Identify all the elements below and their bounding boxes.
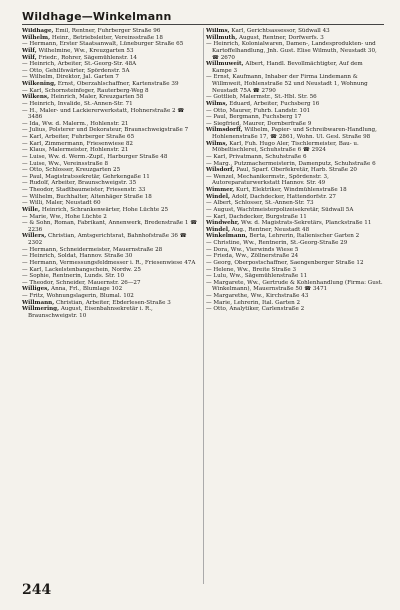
directory-entry xyxy=(206,214,384,221)
directory-entry xyxy=(22,273,200,280)
entry-details: — Klaus, Malermeister, Hohlenstr. 21 xyxy=(22,147,129,154)
directory-entry xyxy=(22,94,200,101)
entry-details: — Theodor, Schneider, Mauernstr. 26—27 xyxy=(22,279,141,286)
directory-entry xyxy=(206,121,384,128)
entry-surname: Wildhage, xyxy=(22,28,54,34)
directory-entry xyxy=(22,180,200,187)
entry-details: — Heinrich, Invalide, St.-Annen-Str. 71 xyxy=(22,100,133,107)
directory-entry xyxy=(22,194,200,201)
directory-entry xyxy=(22,41,200,48)
directory-entry xyxy=(206,187,384,194)
entry-details: — Ida, Ww. d. Malerm., Hohlenstr. 21 xyxy=(22,120,129,127)
directory-entry xyxy=(22,68,200,75)
entry-surname: Wilms, xyxy=(206,100,228,107)
entry-details: — Wilhelm, Buchhalter, Altenhäger Straße 18 xyxy=(22,193,152,200)
entry-surname: Wilf, xyxy=(22,54,37,61)
entry-details: Ernst, Oberzahlschaffner, Kartenstraße 39 xyxy=(57,81,179,87)
directory-entry xyxy=(206,94,384,101)
entry-surname: Willmann, xyxy=(22,299,55,306)
page-header xyxy=(22,10,384,25)
directory-entry xyxy=(206,194,384,201)
entry-details: — Rudolf, Arbeiter, Braunschweigstr. 35 xyxy=(22,180,137,187)
entry-surname: Wilkening, xyxy=(22,81,56,87)
directory-entry xyxy=(22,74,200,81)
entry-details: — Willi, Maler, Neustadt 60 xyxy=(22,200,101,207)
entry-details: Heinr., Betriebsleiter, Vereinsstraße 18 xyxy=(51,34,163,41)
directory-entry xyxy=(206,247,384,254)
directory-entry xyxy=(206,300,384,307)
entry-details: Karl, Fuh. Hugo Aler, Tischlermeister, Bau- u. Möbeltischlerei, Schuhstraße 6 ☎ 2924 xyxy=(212,140,359,154)
entry-details: — Christine, Ww., Rentnerin, St.-Georg-Straße 29 xyxy=(206,240,348,246)
directory-entry xyxy=(22,174,200,181)
entry-details: — Margarete, Ww., Gertrude & Kohlenhandlung (Firma: Gust. Winkelmann), Mauernstraße 50 ☎ 3471 xyxy=(206,279,383,293)
entry-details: Friedr., Rohrer, Sägemühlenstr. 14 xyxy=(38,54,137,61)
directory-entry xyxy=(206,61,384,74)
entry-surname: Wilkens, xyxy=(22,94,50,101)
entry-details: — Heinrich, Kolonialwaren, Damen-, Landesprodukten- und Kartoffelhandlung, Jnh. Gust. Elise Wilmuth, Neustadt 30, ☎ 2670 xyxy=(206,41,377,61)
entry-details: Christian, Amtsgerichtsrat, Bahnhofstraße 36 ☎ 2302 xyxy=(28,233,187,246)
entry-details: — Margarethe, Ww., Kirchstraße 43 xyxy=(206,293,309,299)
directory-page xyxy=(22,10,384,602)
directory-entry xyxy=(22,127,200,134)
directory-entry xyxy=(206,108,384,115)
directory-entry xyxy=(22,300,200,307)
entry-details: — Luise, Ww. d. Werm.-Zupf., Harburger Straße 48 xyxy=(22,153,168,160)
entry-surname: Wilmsdorff, xyxy=(206,127,243,134)
entry-columns xyxy=(22,28,384,588)
entry-details: — Heinrich, Arbeiter, St.-Georg-Str. 48A xyxy=(22,61,137,68)
entry-surname: Wilsdorf, xyxy=(206,167,235,174)
left-column xyxy=(22,28,200,588)
directory-entry xyxy=(22,293,200,300)
entry-details: — Karl, Arbeiter, Fuhrberger Straße 65 xyxy=(22,134,135,140)
entry-details: Eduard, Arbeiter, Fuchsberg 16 xyxy=(229,100,320,107)
entry-details: — Heinrich, Soldat, Hannov. Straße 30 xyxy=(22,253,133,260)
entry-details: — Karl, Privatmann, Schuhstraße 6 xyxy=(206,153,307,160)
entry-details: — Otto, Maurer, Fuhrb. Landstr. 101 xyxy=(206,107,311,114)
entry-details: — Karl, Zimmermann, Friesenwiese 82 xyxy=(22,140,133,147)
entry-details: Wilhelmine, Ww., Kreuzgarten 53 xyxy=(38,47,134,54)
directory-entry xyxy=(22,121,200,128)
entry-details: Emil, Rentner, Fuhrberger Straße 96 xyxy=(55,28,161,34)
entry-details: Heinrich, Schrankenwärter, Hohe Lüchte 25 xyxy=(41,206,169,213)
page-number: 244 xyxy=(22,582,52,598)
directory-entry xyxy=(206,227,384,234)
directory-entry xyxy=(206,161,384,168)
directory-entry xyxy=(206,220,384,227)
entry-details: Aug., Rentner, Neustadt 48 xyxy=(231,226,310,233)
entry-surname: Willms, xyxy=(206,28,230,34)
directory-entry xyxy=(22,147,200,154)
directory-entry xyxy=(206,174,384,187)
directory-entry xyxy=(22,267,200,274)
directory-entry xyxy=(206,306,384,313)
entry-details: — Otto, Schlosser, Kreuzgarten 25 xyxy=(22,167,121,174)
entry-details: Heinrich, Maler, Kreuzgarten 58 xyxy=(50,94,144,101)
directory-entry xyxy=(22,207,200,214)
directory-entry xyxy=(22,108,200,121)
entry-details: — Otto, Gehilfswärter, Spördenstr. 5A xyxy=(22,67,130,74)
entry-surname: Williges, xyxy=(22,286,50,293)
entry-details: — Karl, Dachdecker, Burgstraße 11 xyxy=(206,213,307,220)
directory-entry xyxy=(22,81,200,88)
entry-surname: Wilms, xyxy=(206,140,228,147)
directory-entry xyxy=(206,207,384,214)
entry-details: — Siegfried, Maurer, Dornberfraße 9 xyxy=(206,120,312,127)
entry-details: — August, Wachtmeisterpolizeisekretär, Südwall 5A xyxy=(206,206,354,213)
entry-details: Adolf, Dachdecker, Hattendorfstr. 27 xyxy=(231,193,336,200)
directory-entry xyxy=(206,167,384,174)
entry-details: August, Eisenbahnsekretär i. R., Braunschweigstr. 10 xyxy=(28,306,153,319)
directory-entry xyxy=(22,101,200,108)
directory-entry xyxy=(22,187,200,194)
entry-details: Karl, Gerichtsassessor, Südwall 43 xyxy=(231,28,330,34)
entry-details: — Helene, Ww., Breite Straße 3 xyxy=(206,266,297,273)
entry-details: — Gottlieb, Malermstr., St.-Hbl. Str. 56 xyxy=(206,94,317,101)
directory-entry xyxy=(22,134,200,141)
entry-surname: Windel, xyxy=(206,193,230,200)
right-column xyxy=(206,28,384,588)
entry-details: — Julius, Polsterer und Dekorateur, Braunschweigstraße 7 xyxy=(22,127,189,134)
directory-entry xyxy=(22,35,200,42)
entry-details: — Hermann, Vermessungsfeldmesser i. R., Friesenwiese 47A xyxy=(22,259,196,266)
entry-surname: Windwehr, xyxy=(206,220,240,227)
entry-details: Anna, Frl., Blumlage 102 xyxy=(51,286,123,293)
entry-details: — Paul, Bergmann, Fuchsberg 17 xyxy=(206,114,302,121)
page-header-title: Wildhage—Winkelmann xyxy=(22,10,172,23)
entry-surname: Wilf, xyxy=(22,47,37,54)
entry-details: Albert, Handl. Bevollmächtigter, Auf dem Kampe 3 xyxy=(212,61,363,74)
directory-entry xyxy=(22,88,200,95)
entry-details: Paul, Sparf. Oberfekretär, Harb. Straße 20 xyxy=(236,167,357,174)
entry-details: — Marg., Putzmachermeisterin, Damenputz, Schuhstraße 6 xyxy=(206,160,376,167)
directory-entry xyxy=(22,280,200,287)
entry-surname: Wilhelm, xyxy=(22,34,51,41)
directory-entry xyxy=(22,247,200,254)
entry-surname: Windel, xyxy=(206,226,230,233)
directory-entry xyxy=(22,161,200,168)
directory-entry xyxy=(22,61,200,68)
directory-entry xyxy=(206,280,384,293)
entry-surname: Wimmer, xyxy=(206,187,235,193)
entry-details: — Frieda, Ww., Zöllnerstraße 24 xyxy=(206,253,299,260)
entry-details: — Georg, Oberpostschaffner, Saengenberger Straße 12 xyxy=(206,259,364,266)
directory-entry xyxy=(206,233,384,240)
entry-details: — Hermann, Erster Staatsanwalt, Lüneburger Straße 65 xyxy=(22,41,184,48)
directory-entry xyxy=(22,55,200,62)
entry-details: — Marie, Lehrerin, Ital. Garten 2 xyxy=(206,299,301,306)
directory-entry xyxy=(22,253,200,260)
entry-details: — Karl, Lackelstenbangschein, Nordw. 25 xyxy=(22,266,141,273)
entry-details: Berta, Lehrerin, Italienischer Garten 2 xyxy=(249,233,360,240)
entry-details: Wilhelm, Papier- und Schreibwaren-Handlung, Hohlenenstraße 17, ☎ 2861, Wohn. Ul. Gesl. Straße 98 xyxy=(212,127,377,140)
directory-entry xyxy=(22,141,200,148)
entry-details: — Wenzel, Mechanikermstr., Spördenstr. 3, Autoreparaturwerkstatt Hannov. Str. 49 xyxy=(206,173,329,187)
column-divider xyxy=(203,28,204,584)
entry-details: — Fritz, Wohnungslagerin, Blumal. 102 xyxy=(22,293,134,299)
directory-entry xyxy=(206,35,384,42)
entry-details: — Wilhelm, Direktor, Jal. Garten 7 xyxy=(22,74,119,81)
directory-entry xyxy=(22,154,200,161)
directory-entry xyxy=(206,141,384,154)
entry-details: — & Sohn, Roman, Fabrikant, Annenwerk, Bredenstraße 1 ☎ 2236 xyxy=(22,220,198,233)
directory-entry xyxy=(206,28,384,35)
directory-entry xyxy=(22,306,200,319)
entry-details: August, Rentner, Dorfwerfs. 3 xyxy=(238,34,324,41)
directory-entry xyxy=(206,200,384,207)
entry-details: — Luise, Ww., Vereinsstraße 8 xyxy=(22,160,109,167)
directory-entry xyxy=(206,293,384,300)
directory-entry xyxy=(22,233,200,246)
entry-surname: Willmering, xyxy=(22,306,60,313)
directory-entry xyxy=(206,101,384,108)
directory-entry xyxy=(206,74,384,94)
entry-surname: Wille, xyxy=(22,206,41,213)
directory-entry xyxy=(22,220,200,233)
entry-surname: Willmuth, xyxy=(206,34,238,41)
entry-details: — Karl, Schornsteinfeger, Rauterberg-Weg 8 xyxy=(22,87,149,94)
directory-entry xyxy=(22,200,200,207)
directory-entry xyxy=(22,260,200,267)
directory-entry xyxy=(206,260,384,267)
directory-entry xyxy=(22,48,200,55)
directory-entry xyxy=(22,286,200,293)
entry-details: — Otto, Analytiker, Carlenstraße 2 xyxy=(206,306,305,313)
entry-details: — Marie, Ww., Hohe Lüchte 2 xyxy=(22,213,107,220)
entry-details: — Hermann, Schneidermeister, Mauernstraße 28 xyxy=(22,246,163,253)
directory-entry xyxy=(206,267,384,274)
entry-details: — Theodor, Stadtbaumeister, Friesenstr. 33 xyxy=(22,187,146,193)
entry-surname: Willers, xyxy=(22,233,47,240)
entry-details: — Albert, Schlosser, St.-Annen-Str. 73 xyxy=(206,200,314,207)
directory-entry xyxy=(206,240,384,247)
entry-details: — Sophie, Rentnerin, Lunds. Str. 10 xyxy=(22,273,125,280)
entry-surname: Willmuweit, xyxy=(206,61,244,68)
entry-details: — Paul, Magistratssekretär, Gehrkengaße 11 xyxy=(22,173,150,180)
directory-entry xyxy=(206,127,384,140)
entry-details: Ww. d. Magistrats-Sekretärs, Planckstraße 11 xyxy=(241,220,372,227)
entry-details: Christian, Arbeiter, Ebderlesen-Straße 3 xyxy=(55,299,171,306)
directory-entry xyxy=(22,28,200,35)
directory-entry xyxy=(22,167,200,174)
entry-surname: Winkelmann, xyxy=(206,233,248,240)
directory-entry xyxy=(206,273,384,280)
entry-details: — Lulu, Ww., Sägemühlenstraße 11 xyxy=(206,273,308,280)
entry-details: — H., Maler- und Lackiererwerkstatt, Hohnerstraße 2 ☎ 3486 xyxy=(22,107,185,121)
directory-entry xyxy=(206,154,384,161)
entry-details: — Dora, Ww., Vierwinds Wiese 5 xyxy=(206,246,299,253)
entry-details: — Ernst, Kaufmann, Inhaber der Firma Lindemann & Willmweit, Hohlenstraße 52 und Neustadt 1, Wohnung Neustadt 75A ☎ 2790 xyxy=(206,74,368,94)
directory-entry xyxy=(206,41,384,61)
directory-entry xyxy=(206,114,384,121)
directory-entry xyxy=(206,253,384,260)
entry-details: Kurt, Elektriker, Windmühlenstraße 18 xyxy=(235,187,347,193)
